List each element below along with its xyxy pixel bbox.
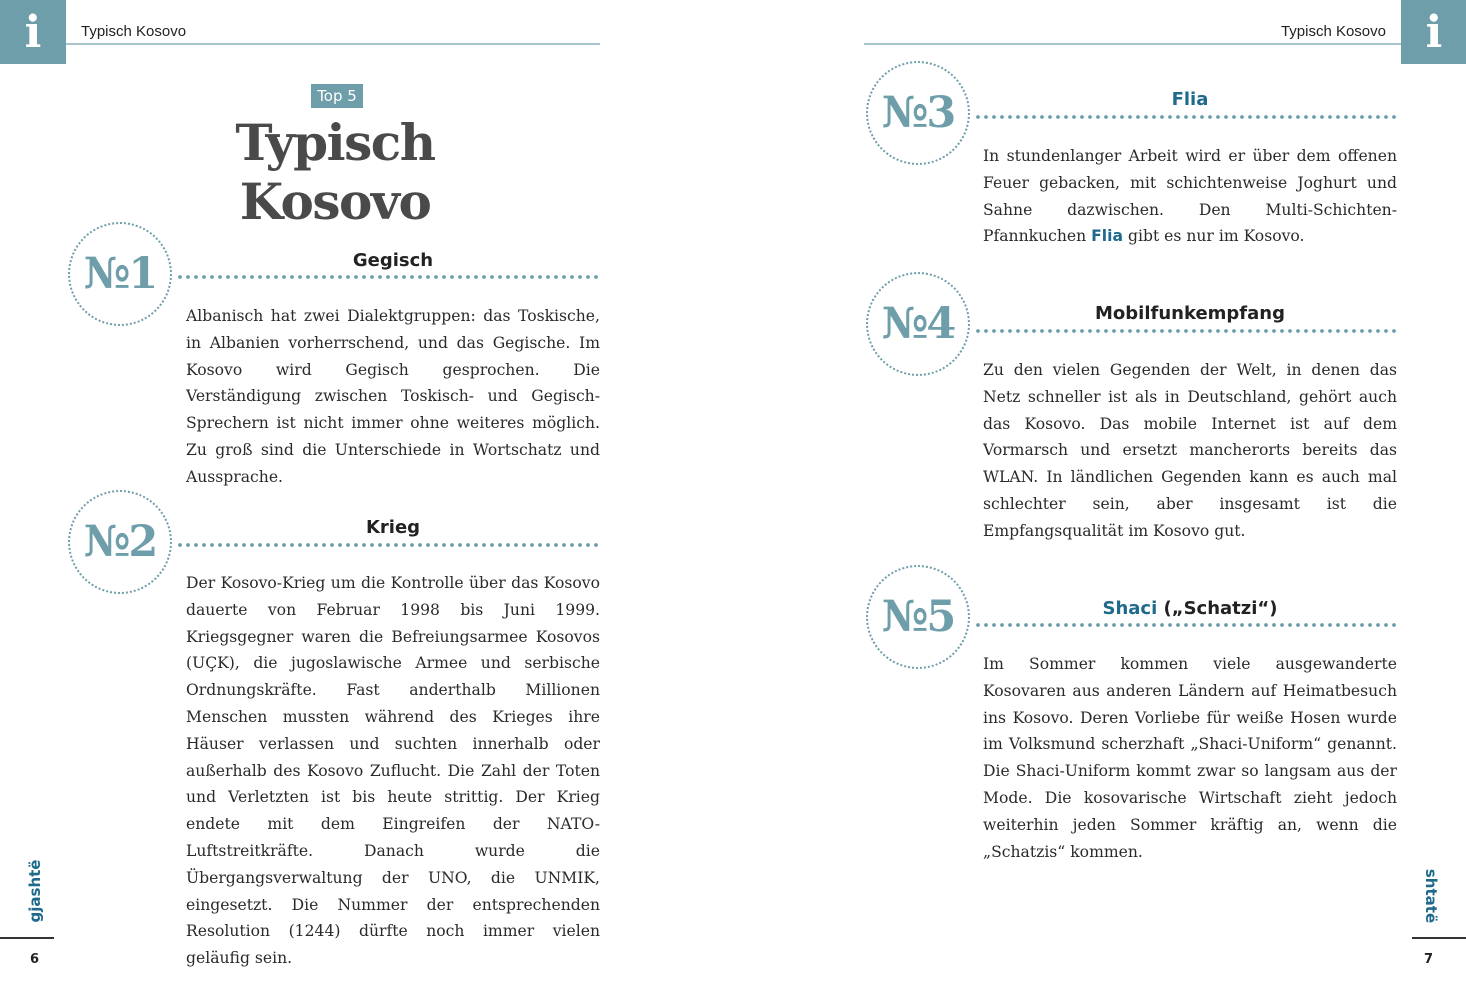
dotted-rule (974, 328, 1398, 334)
top5-badge: Top 5 (311, 84, 363, 108)
item-title: Gegisch (352, 250, 434, 271)
item-title: Mobilfunkempfang (1095, 303, 1285, 324)
page-number-right: 7 (1424, 952, 1434, 967)
item-text: Zu den vielen Gegenden der Welt, in denen das Netz schneller ist als in Deutschland, gehört auch das Kosovo. Das mobile Internet ist auf dem Vormarsch und ersetzt mancherorts bereits das WLAN. In ländlichen Gegenden kann es auch mal schlechter sein, aber insgesamt ist die Empfangsqualität im Kosovo gut. (983, 361, 1397, 540)
item-text: In stundenlanger Arbeit wird er über dem offenen Feuer gebacken, mit schichtenweise Joghurt und Sahne dazwischen. Den Multi-Schichten-Pfannkuchen Flia gibt es nur im Kosovo. (983, 147, 1397, 246)
dotted-rule (176, 274, 600, 280)
info-icon: i (1401, 0, 1466, 64)
item-number-badge: №5 (866, 565, 970, 669)
footer-rule-right (1412, 937, 1466, 939)
item-number-badge: №1 (68, 222, 172, 326)
highlight-term: Shaci (1102, 598, 1158, 619)
highlight-term: Flia (1091, 227, 1124, 246)
side-label-right: shtatë (1422, 868, 1440, 924)
item-title: Krieg (365, 517, 421, 538)
item-number-badge: №2 (68, 490, 172, 594)
running-header-left: Typisch Kosovo (81, 23, 187, 40)
info-icon: i (0, 0, 66, 64)
header-rule-right (864, 43, 1401, 45)
item-text: Im Sommer kommen viele ausgewanderte Kosovaren aus anderen Ländern auf Heimatbesuch ins Kosovo. Deren Vorliebe für weiße Hosen wurde im Volksmund scherzhaft „Shaci-Uniform“ genannt. Die Shaci-Uniform kommt zwar so langsam aus der Mode. Die kosovarische Wirtschaft zieht jedoch weiterhin jeden Sommer kräftig an, wenn die „Schatzis“ kommen. (983, 655, 1397, 861)
dotted-rule (974, 622, 1398, 628)
page-number-left: 6 (30, 952, 40, 967)
item-number-badge: №4 (866, 272, 970, 376)
page-title: Typisch Kosovo (235, 113, 435, 231)
footer-rule-left (0, 937, 54, 939)
running-header-right: Typisch Kosovo (1280, 23, 1386, 40)
item-title: Flia (1171, 89, 1209, 110)
side-label-left: gjashtë (26, 859, 44, 923)
item-number-badge: №3 (866, 61, 970, 165)
header-rule-left (66, 43, 600, 45)
dotted-rule (974, 114, 1398, 120)
item-text: Albanisch hat zwei Dialektgruppen: das Toskische, in Albanien vorherrschend, und das Gegische. Im Kosovo wird Gegisch gesprochen. Die Verständigung zwischen Toskisch- und Gegisch-Sprechern ist nicht immer ohne weiteres möglich. Zu groß sind die Unterschiede in Wortschatz und Aussprache. (186, 307, 600, 486)
item-title: Shaci („Schatzi“) (1102, 598, 1278, 619)
item-text: Der Kosovo-Krieg um die Kontrolle über das Kosovo dauerte von Februar 1998 bis Juni 1999. Kriegsgegner waren die Befreiungsarmee Kosovos (UÇK), die jugoslawische Armee und serbische Ordnungskräfte. Fast anderthalb Millionen Menschen mussten während des Krieges ihre Häuser verlassen und suchten innerhalb oder außerhalb des Kosovo Zuflucht. Die Zahl der Toten und Verletzten ist bis heute strittig. Der Krieg endete mit dem Eingreifen der NATO-Luftstreitkräfte. Danach wurde die Übergangsverwaltung der UNO, die UNMIK, eingesetzt. Die Nummer der entsprechenden Resolution (1244) dürfte noch immer vielen geläufig sein. (186, 574, 600, 968)
dotted-rule (176, 542, 600, 548)
